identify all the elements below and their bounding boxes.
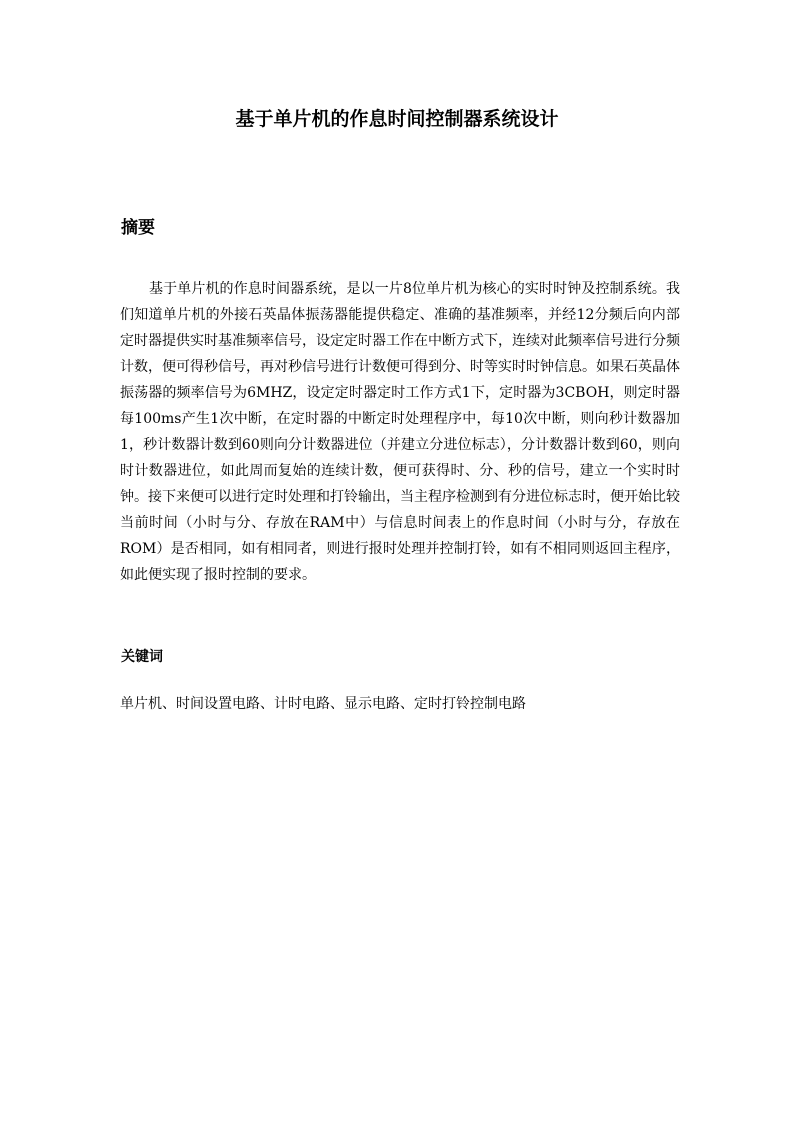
document-title: 基于单片机的作息时间控制器系统设计 [235,108,559,130]
keywords-heading: 关键词 [121,649,163,665]
abstract-heading: 摘要 [121,218,155,238]
keywords-list: 单片机、时间设置电路、计时电路、显示电路、定时打铃控制电路 [120,696,526,712]
abstract-paragraph: 基于单片机的作息时间器系统，是以一片8位单片机为核心的实时时钟及控制系统。我们知道单片机的外接石英晶体振荡器能提供稳定、准确的基准频率，并经12分频后向内部定时器提供实时基准频率信号，设定定时器工作在中断方式下，连续对此频率信号进行分频计数，便可得秒信号，再对秒信号进行计数便可得到分、时等实时时钟信息。如果石英晶体振荡器的频率信号为6MHZ，设定定时器定时工作方式1下，定时器为3CBOH，则定时器每100ms产生1次中断，在定时器的中断定时处理程序中，每10次中断，则向秒计数器加1，秒计数器计数到60则向分计数器进位（并建立分进位标志），分计数器计数到60，则向时计数器进位，如此周而复始的连续计数，便可获得时、分、秒的信号，建立一个实时时钟。接下来便可以进行定时处理和打铃输出，当主程序检测到有分进位标志时，便开始比较当前时间（小时与分、存放在RAM中）与信息时间表上的作息时间（小时与分，存放在ROM）是否相同，如有相同者，则进行报时处理并控制打铃，如有不相同则返回主程序，如此便实现了报时控制的要求。 [120,281,680,583]
